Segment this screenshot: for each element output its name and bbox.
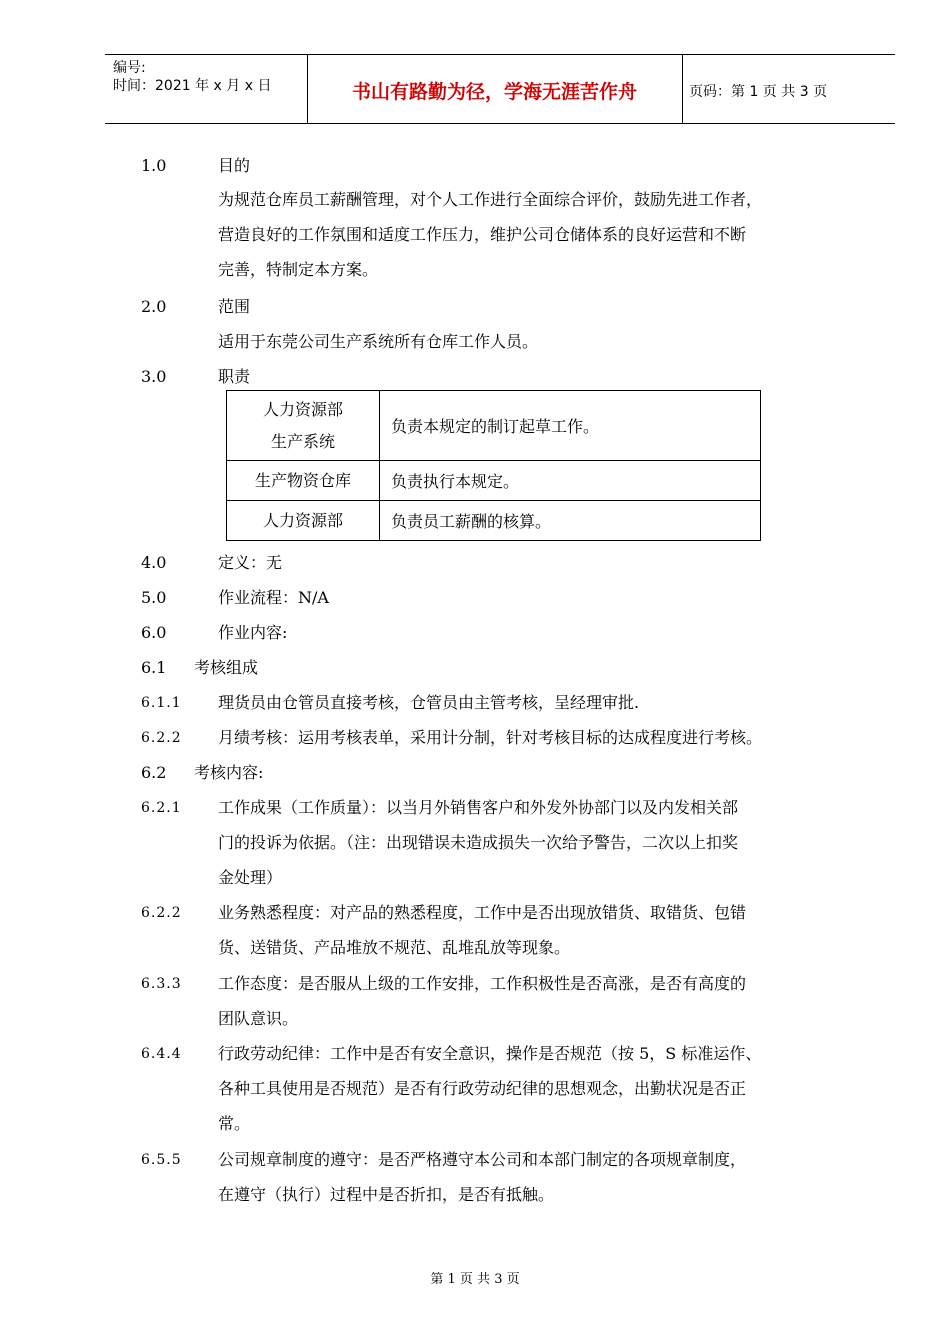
document-date: 时间：2021 年 x 月 x 日 — [113, 78, 272, 94]
paragraph-line: 完善，特制定本方案。 — [218, 260, 379, 279]
header-divider — [682, 55, 683, 123]
section-number: 4.0 — [141, 553, 167, 572]
item-text: 月绩考核：运用考核表单，采用计分制，针对考核目标的达成程度进行考核。 — [218, 728, 763, 747]
section-number: 6.0 — [141, 623, 167, 642]
item-number: 6.2.1 — [141, 800, 182, 816]
subsection-title: 考核组成 — [194, 658, 259, 677]
item-text: 公司规章制度的遵守：是否严格遵守本公司和本部门制定的各项规章制度， — [218, 1150, 747, 1169]
item-text: 在遵守（执行）过程中是否折扣，是否有抵触。 — [218, 1185, 555, 1204]
item-number: 6.2.2 — [141, 730, 182, 746]
table-row — [227, 461, 761, 501]
section-title: 范围 — [218, 297, 251, 316]
section-number: 3.0 — [141, 367, 167, 386]
department-cell: 人力资源部 — [227, 501, 380, 541]
item-text: 各种工具使用是否规范）是否有行政劳动纪律的思想观念，出勤状况是否正 — [218, 1079, 747, 1098]
section-number: 5.0 — [141, 588, 167, 607]
subsection-number: 6.1 — [141, 658, 167, 677]
item-text: 行政劳动纪律：工作中是否有安全意识，操作是否规范（按 5，S 标准运作、 — [218, 1044, 762, 1063]
item-text: 金处理） — [218, 868, 283, 887]
paragraph-line: 为规范仓库员工薪酬管理，对个人工作进行全面综合评价，鼓励先进工作者， — [218, 190, 763, 209]
item-text: 货、送错货、产品堆放不规范、乱堆乱放等现象。 — [218, 938, 571, 957]
header-motto: 书山有路勤为径，学海无涯苦作舟 — [351, 81, 637, 103]
department-cell: 生产物资仓库 — [227, 461, 380, 501]
page-footer: 第 1 页 共 3 页 — [430, 1272, 520, 1287]
item-number: 6.3.3 — [141, 976, 182, 992]
duty-cell: 负责执行本规定。 — [380, 461, 761, 501]
section-title: 目的 — [218, 156, 251, 175]
section-title: 定义：无 — [218, 553, 283, 572]
item-text: 常。 — [218, 1114, 251, 1133]
item-number: 6.5.5 — [141, 1152, 182, 1168]
section-number: 1.0 — [141, 156, 167, 175]
item-text: 团队意识。 — [218, 1009, 299, 1028]
department-name: 生产系统 — [270, 431, 335, 451]
document-number-label: 编号: — [113, 60, 146, 76]
item-text: 门的投诉为依据。（注：出现错误未造成损失一次给予警告，二次以上扣奖 — [218, 833, 739, 852]
subsection-number: 6.2 — [141, 763, 167, 782]
department-name: 人力资源部 — [262, 399, 343, 419]
section-title: 职责 — [218, 367, 251, 386]
item-text: 工作成果（工作质量）：以当月外销售客户和外发外协部门以及内发相关部 — [218, 798, 739, 817]
duty-cell: 负责本规定的制订起草工作。 — [380, 391, 761, 461]
item-number: 6.1.1 — [141, 695, 182, 711]
table-row — [227, 501, 761, 541]
page-header — [105, 54, 895, 124]
section-title: 作业流程：N/A — [218, 588, 329, 607]
paragraph-line: 营造良好的工作氛围和适度工作压力，维护公司仓储体系的良好运营和不断 — [218, 225, 747, 244]
item-text: 工作态度：是否服从上级的工作安排，工作积极性是否高涨，是否有高度的 — [218, 974, 747, 993]
section-title: 作业内容: — [218, 623, 288, 642]
paragraph-line: 适用于东莞公司生产系统所有仓库工作人员。 — [218, 332, 539, 351]
header-meta — [113, 59, 308, 95]
table-row — [227, 391, 761, 461]
header-page-info: 页码：第 1 页 共 3 页 — [689, 84, 828, 100]
item-number: 6.4.4 — [141, 1046, 182, 1062]
section-number: 2.0 — [141, 297, 167, 316]
item-text: 理货员由仓管员直接考核，仓管员由主管考核，呈经理审批. — [218, 693, 640, 712]
duty-cell: 负责员工薪酬的核算。 — [380, 501, 761, 541]
subsection-title: 考核内容: — [194, 763, 264, 782]
item-text: 业务熟悉程度：对产品的熟悉程度，工作中是否出现放错货、取错货、包错 — [218, 903, 747, 922]
responsibility-table — [226, 390, 761, 541]
item-number: 6.2.2 — [141, 905, 182, 921]
department-cell — [227, 391, 380, 461]
